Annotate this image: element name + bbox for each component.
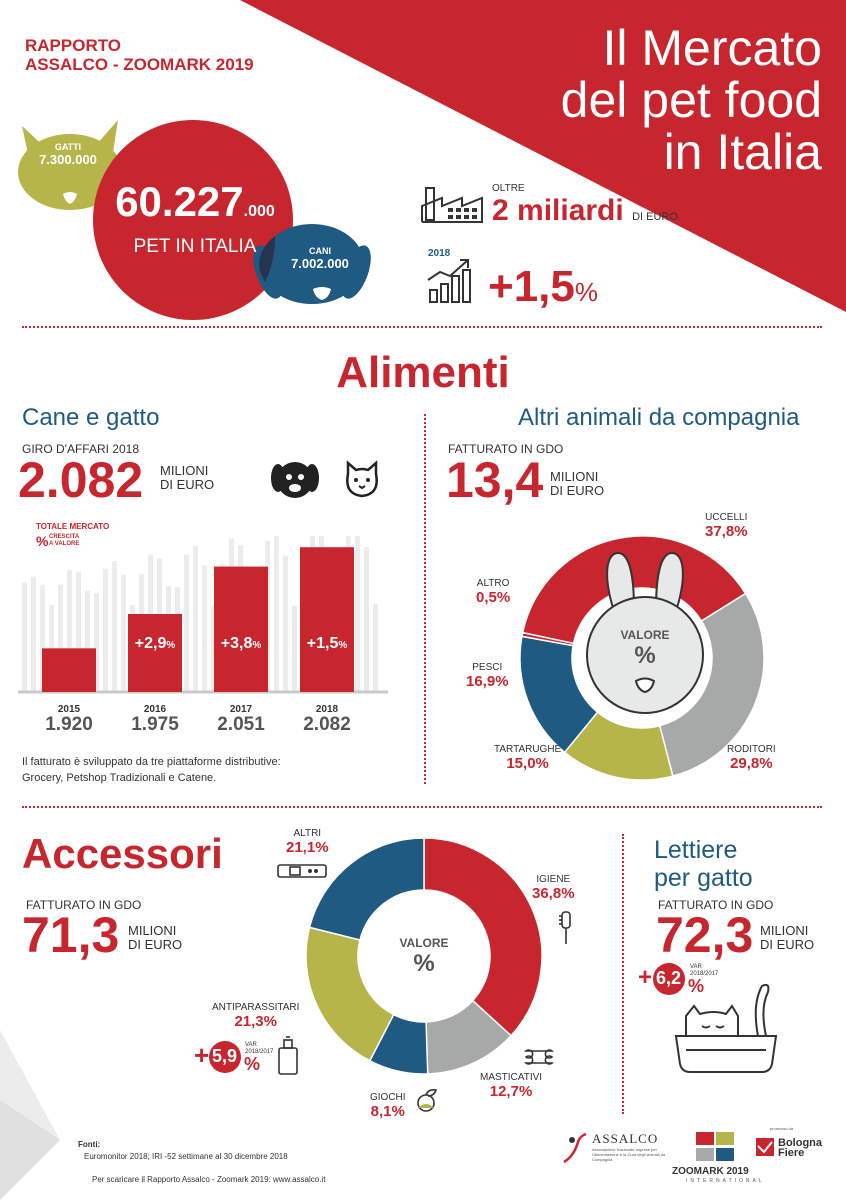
cat-litter-box-icon [672,980,782,1080]
bar-value-label: 2.051 [217,714,265,735]
bar-bg-stripe [31,577,36,692]
accessories-donut-center [384,936,464,978]
industry-prefix: OLTRE [492,183,525,194]
cat-icon [342,460,382,500]
acc-center-unit: % [413,950,435,977]
acc-label-antiparassitari [212,1002,299,1030]
assalco-logo-text: ASSALCO [592,1131,659,1146]
litter-unit-line2: DI EURO [760,937,815,952]
altri-value: 21,1% [286,839,329,856]
litter-kicker: FATTURATO IN GDO [658,898,774,912]
dogs-value: 7.002.000 [291,256,349,271]
altri-name: ALTRI [293,828,322,839]
others-label-tartarughe [494,744,561,772]
bar-bg-stripe [355,536,360,692]
bar-bg-stripe [121,575,126,692]
bologna-logo-text: Bologna Fiere [778,1137,822,1159]
accessories-value: 71,3 [22,907,120,963]
bar-year-label: 2017 [229,704,253,715]
antiparassitari-value: 21,3% [234,1013,277,1030]
industry-unit: DI EURO [632,211,678,223]
bar-value-label: 2.082 [303,714,351,735]
growth-chart-icon [426,258,478,306]
divider-middle [22,806,822,808]
others-label-uccelli [705,512,748,540]
divider-top [22,326,822,328]
bar-year-label: 2018 [315,704,339,715]
tartarughe-name: TARTARUGHE [494,744,562,755]
bologna-logo-icon [754,1136,776,1158]
bar-2017 [214,567,268,692]
roditori-value: 29,8% [730,755,773,772]
pesci-name: PESCI [472,662,503,673]
bar-bg-stripe [292,605,297,692]
antipar-var-unit: % [244,1054,261,1074]
dog-cat-note: Il fatturato è sviluppato da tre piattaforme distributive: Grocery, Petshop Tradizionali e Catene. [22,756,281,784]
pets-total-label: PET IN ITALIA [133,236,257,257]
giochi-value: 8,1% [370,1103,405,1120]
bar-2015 [42,648,96,692]
footer-grey-triangle [0,1030,60,1200]
antipar-var-label: VAR [245,1042,257,1048]
others-unit [550,470,604,498]
bar-bg-stripe [373,604,378,692]
igiene-value: 36,8% [532,885,575,902]
acc-label-igiene [532,874,575,902]
industry-growth-value: +1,5 [488,262,575,311]
antipar-var-value: 5,9 [212,1046,238,1066]
sources-text: Euromonitor 2018; IRI -52 settimane al 30 dicembre 2018 [84,1152,288,1161]
litter-title-line1: Lettiere [654,836,738,864]
litter-unit [760,924,814,952]
others-kicker: FATTURATO IN GDO [448,442,564,456]
bar-legend-sub [49,534,79,548]
altro-name: ALTRO [476,578,510,589]
zoomark-subtitle: INTERNATIONAL [686,1178,765,1184]
litter-var-years: 2018/2017 [690,971,719,977]
accessories-title: Accessori [22,830,223,877]
dog-cat-kicker: GIRO D'AFFARI 2018 [22,442,139,456]
industry-value: 2 miliardi [492,194,624,227]
bar-bg-stripe [184,555,189,692]
title-line2: del pet food [560,72,822,128]
dogs-label: CANI [309,246,331,256]
litter-var-value: 6,2 [656,968,682,988]
giochi-name: GIOCHI [370,1092,406,1103]
bologna-pre: promosso da [770,1126,794,1131]
report-line1: RAPPORTO [25,36,122,55]
roditori-name: RODITORI [727,744,776,755]
pets-total-value: 60.227 [115,178,244,225]
others-unit-line1: MILIONI [550,469,599,484]
uccelli-name: UCCELLI [705,512,748,523]
bar-legend-sub2: A VALORE [49,541,80,547]
litter-unit-line1: MILIONI [760,923,809,938]
report-line2: ASSALCO - ZOOMARK 2019 [25,55,254,74]
bar-legend-sub1: CRESCITA [49,534,80,540]
collar-icon [276,862,328,880]
industry-year: 2018 [428,248,451,259]
pesci-value: 16,9% [466,673,509,690]
brush-icon [556,910,576,946]
accessories-unit-line1: MILIONI [128,923,177,938]
bone-icon [518,1048,560,1068]
divider-litter-vertical [622,834,624,1114]
bar-legend-pct: % [36,533,49,549]
uccelli-value: 37,8% [705,523,748,540]
cats-count [28,142,108,167]
bar-bg-stripe [112,561,117,692]
bar-value-label: 1.975 [131,714,179,735]
tartarughe-value: 15,0% [506,755,549,772]
others-unit-line2: DI EURO [550,483,605,498]
others-label-roditori [727,744,776,772]
zoomark-logo-text: ZOOMARK 2019 [672,1166,749,1177]
slice-antiparassitari [306,927,394,1060]
igiene-name: IGIENE [536,874,571,885]
title-line3: in Italia [663,124,822,180]
antipar-var-plus: + [194,1040,210,1070]
others-title: Altri animali da compagnia [518,404,800,431]
litter-title [654,836,753,892]
bar-growth-label: +2,9% [134,635,176,652]
accessories-unit-line2: DI EURO [128,937,183,952]
bar-bg-stripe [364,547,369,692]
bar-2016 [128,614,182,692]
others-label-pesci [466,662,509,690]
others-center-unit: % [634,642,656,669]
zoomark-logo-icon [694,1130,738,1164]
bar-year-label: 2016 [143,704,167,715]
dog-cat-title: Cane e gatto [22,404,160,431]
altro-value: 0,5% [476,589,511,606]
dog-cat-unit-line1: MILIONI [160,463,209,478]
litter-value: 72,3 [656,907,754,963]
bar-bg-stripe [274,536,279,692]
pets-total [100,180,290,258]
antipar-var-years: 2018/2017 [245,1049,274,1055]
masticativi-value: 12,7% [489,1083,533,1100]
bar-legend-title: TOTALE MERCATO [36,522,110,531]
section-food-title: Alimenti [336,348,510,397]
dog-icon [268,458,322,502]
dog-cat-unit-line2: DI EURO [160,477,215,492]
industry-growth-unit: % [574,277,598,307]
cats-value: 7.300.000 [39,152,97,167]
dog-cat-unit [160,464,214,492]
dogs-count [272,246,368,271]
assalco-subtitle: Associazione Nazionale Imprese per l'Alimentazione e la Cura degli Animali da Compagnia [592,1147,666,1162]
bar-bg-stripe [283,556,288,692]
bar-growth-label: +1,5% [306,635,348,652]
bar-bg-stripe [193,546,198,692]
acc-label-altri [286,828,329,856]
report-label [25,36,254,74]
main-title [561,22,822,178]
bar-bg-stripe [103,569,108,692]
acc-label-masticativi [480,1072,542,1100]
bar-year-label: 2015 [57,704,81,715]
accessories-kicker: FATTURATO IN GDO [26,898,142,912]
litter-title-line2: per gatto [654,864,753,892]
masticativi-name: MASTICATIVI [480,1072,543,1083]
others-center-label: VALORE [620,628,670,642]
others-value: 13,4 [446,452,544,508]
others-label-altro [476,578,510,606]
divider-food-vertical [424,414,426,784]
litter-var-label: VAR [690,964,702,970]
bottle-icon [276,1036,300,1076]
bar-2018 [300,547,354,692]
cats-label: GATTI [54,142,82,152]
antiparassitari-name: ANTIPARASSITARI [212,1002,300,1013]
acc-center-label: VALORE [399,936,449,950]
dog-cat-value: 2.082 [18,452,144,508]
title-line1: Il Mercato [602,20,822,76]
toy-icon [414,1088,440,1114]
bar-bg-stripe [202,565,207,692]
bar-bg-stripe [22,583,27,692]
bar-value-label: 1.920 [45,714,93,735]
bar-growth-label: +3,8% [220,635,262,652]
factory-icon [420,184,484,224]
litter-var-plus: + [638,964,653,991]
acc-label-giochi [370,1092,406,1120]
accessories-unit [128,924,182,952]
assalco-logo-icon [560,1130,590,1166]
litter-var-unit: % [688,976,705,996]
sources-title: Fonti: [78,1140,101,1149]
industry-value-line [492,194,678,234]
others-donut-center [605,628,685,670]
industry-growth [488,262,598,317]
pets-total-suffix: .000 [243,203,275,220]
download-text: Per scaricare il Rapporto Assalco - Zoomark 2019: www.assalco.it [92,1175,326,1184]
